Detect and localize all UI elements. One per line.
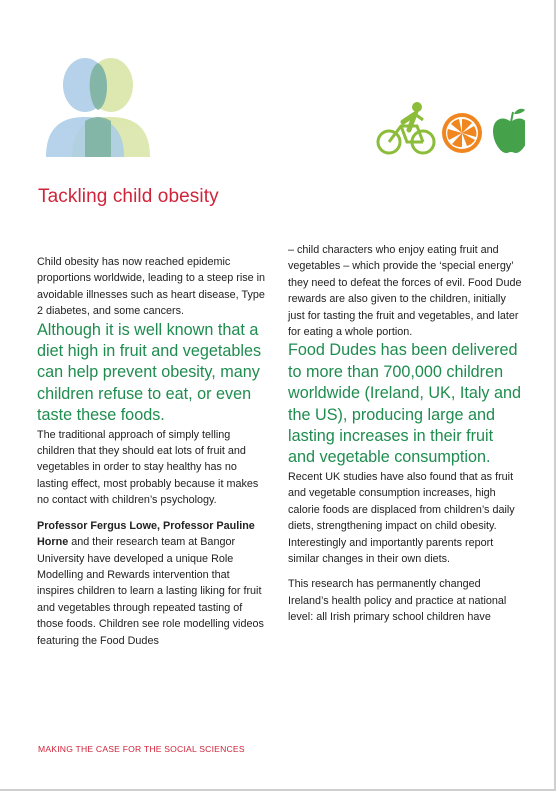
food-dudes-paragraph: – child characters who enjoy eating fruit and vegetables – which provide the ‘special energy’ they need to defeat the forces of evil. Food Dude rewards are also given to the children, initially just for tasting the fruit and vegetables, and later for eating a whole portion.	[288, 244, 522, 339]
page-edge-bottom	[0, 789, 556, 791]
apple-icon	[493, 109, 525, 153]
research-team-text: and their research team at Bangor University have developed a unique Role Modelling and Rewards intervention that inspires children to learn a lasting liking for fruit and vegetables through repeated tasting of those foods. Children see role modelling videos featuring the Food Dudes	[37, 536, 264, 647]
research-team-paragraph	[37, 518, 269, 649]
ireland-policy-paragraph: This research has permanently changed Ireland’s health policy and practice at national level: all Irish primary school children have	[288, 578, 507, 624]
orange-slice-icon	[442, 113, 482, 153]
activity-icons-group	[375, 100, 525, 158]
researcher-names: Professor Fergus Lowe, Professor Pauline Horne	[37, 519, 255, 549]
cyclist-icon	[378, 102, 434, 153]
pull-quote-right: Food Dudes has been delivered to more than 700,000 children worldwide (Ireland, UK, Italy and the US), producing large and lasting increases in their fruit and vegetable consumption.	[288, 341, 522, 467]
footer-label: MAKING THE CASE FOR THE SOCIAL SCIENCES	[38, 744, 245, 754]
people-heads-icon	[38, 55, 164, 157]
uk-studies-paragraph: Recent UK studies have also found that as fruit and vegetable consumption increases, high calorie foods are displaced from children’s daily diets, strengthening impact on child obesity. Interestingly and importantly parents report similar changes in their own diets.	[288, 470, 515, 565]
pull-quote-left: Although it is well known that a diet high in fruit and vegetables can help prevent obesity, many children refuse to eat, or even taste these foods.	[37, 320, 262, 425]
intro-paragraph: Child obesity has now reached epidemic proportions worldwide, leading to a steep rise in avoidable illnesses such as heart disease, Type 2 diabetes, and some cancers.	[37, 256, 266, 318]
left-column	[37, 254, 269, 649]
page-edge-right	[554, 0, 556, 790]
approach-paragraph: The traditional approach of simply telling children that they should eat lots of fruit and vegetables in order to stay healthy has no lasting effect, most probably because it makes no contact with children’s psychology.	[37, 428, 259, 507]
right-column	[288, 242, 524, 626]
page-title: Tackling child obesity	[38, 186, 219, 207]
